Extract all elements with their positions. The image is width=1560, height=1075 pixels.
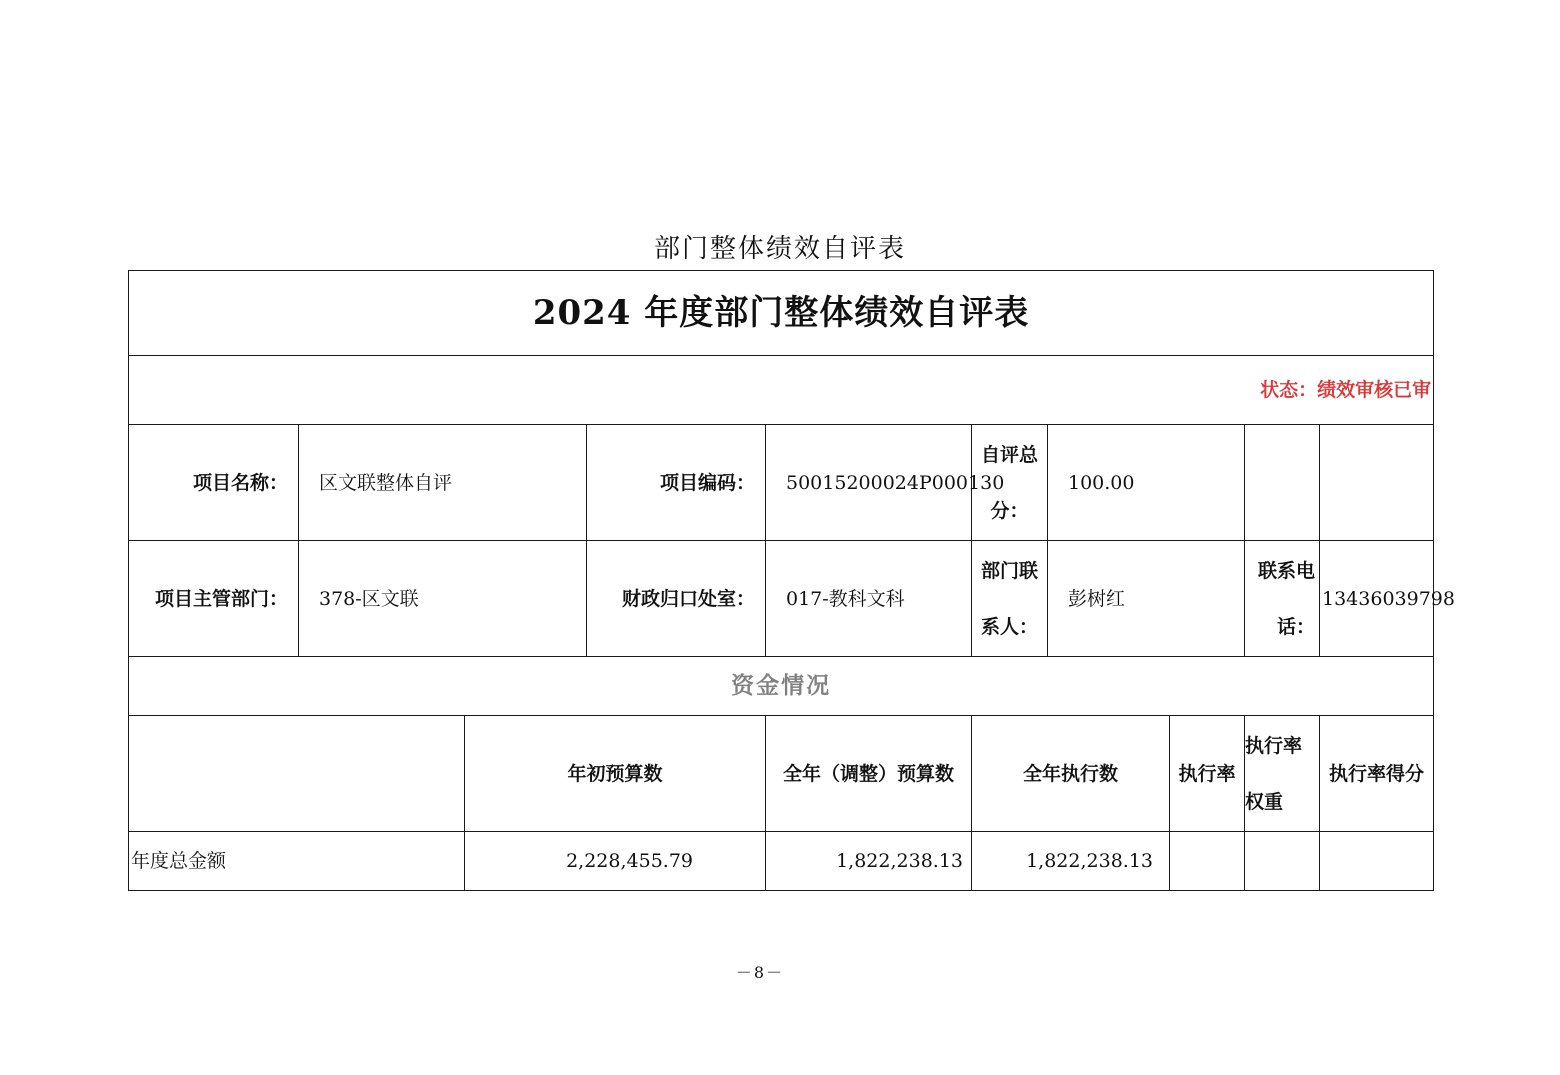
- evaluation-table: [128, 270, 1455, 891]
- rate-weight-value: [1245, 832, 1320, 891]
- status-badge: 状态：绩效审核已审: [1260, 379, 1432, 401]
- contact-person-label-line2: 系人：: [980, 615, 1038, 638]
- rate-weight-header-line1: 执行率: [1245, 734, 1303, 757]
- project-name-label: 项目名称：: [129, 425, 299, 541]
- executed-value: 1,822,238.13: [972, 832, 1170, 891]
- contact-person-label-line1: 部门联: [980, 559, 1038, 582]
- performance-self-evaluation-form: [128, 270, 1455, 891]
- empty-cell: [1245, 425, 1320, 541]
- table-row: [129, 832, 1434, 891]
- funds-section-row: [129, 657, 1434, 716]
- initial-budget-header: 年初预算数: [465, 716, 766, 832]
- project-code-label: 项目编码：: [587, 425, 766, 541]
- phone-value: 13436039798: [1320, 541, 1434, 657]
- page-heading: 部门整体绩效自评表: [653, 234, 906, 264]
- phone-label: [1245, 541, 1320, 657]
- phone-label-line2: 话：: [1276, 615, 1315, 638]
- department-info-row: [129, 541, 1434, 657]
- status-row: [129, 356, 1434, 425]
- rate-weight-header: [1245, 716, 1320, 832]
- initial-budget-value: 2,228,455.79: [465, 832, 766, 891]
- project-code-value: 50015200024P000130: [766, 425, 972, 541]
- project-info-row: [129, 425, 1434, 541]
- total-score-label-line2: 分：: [990, 499, 1029, 522]
- total-score-label-line1: 自评总: [980, 443, 1038, 466]
- adjusted-budget-header: 全年（调整）预算数: [766, 716, 972, 832]
- phone-label-line1: 联系电: [1257, 559, 1315, 582]
- finance-office-value: 017-教科文科: [766, 541, 972, 657]
- rate-score-header: 执行率得分: [1320, 716, 1434, 832]
- department-label: 项目主管部门：: [129, 541, 299, 657]
- execution-rate-value: [1170, 832, 1245, 891]
- contact-person-label: [972, 541, 1048, 657]
- finance-office-label: 财政归口处室：: [587, 541, 766, 657]
- executed-header: 全年执行数: [972, 716, 1170, 832]
- department-value: 378-区文联: [299, 541, 587, 657]
- status-cell: [129, 356, 1434, 425]
- funds-section-title: 资金情况: [129, 657, 1434, 716]
- total-score-value: 100.00: [1048, 425, 1245, 541]
- title-row: [129, 271, 1434, 356]
- page-number: －8－: [735, 963, 785, 982]
- rate-weight-header-line2: 权重: [1245, 790, 1284, 813]
- rate-score-value: [1320, 832, 1434, 891]
- execution-rate-header: 执行率: [1170, 716, 1245, 832]
- empty-header-cell: [129, 716, 465, 832]
- adjusted-budget-value: 1,822,238.13: [766, 832, 972, 891]
- project-name-value: 区文联整体自评: [299, 425, 587, 541]
- empty-cell: [1320, 425, 1434, 541]
- form-title: 2024 年度部门整体绩效自评表: [129, 271, 1434, 356]
- funds-header-row: [129, 716, 1434, 832]
- contact-person-value: 彭树红: [1048, 541, 1245, 657]
- annual-total-label: 年度总金额: [129, 832, 465, 891]
